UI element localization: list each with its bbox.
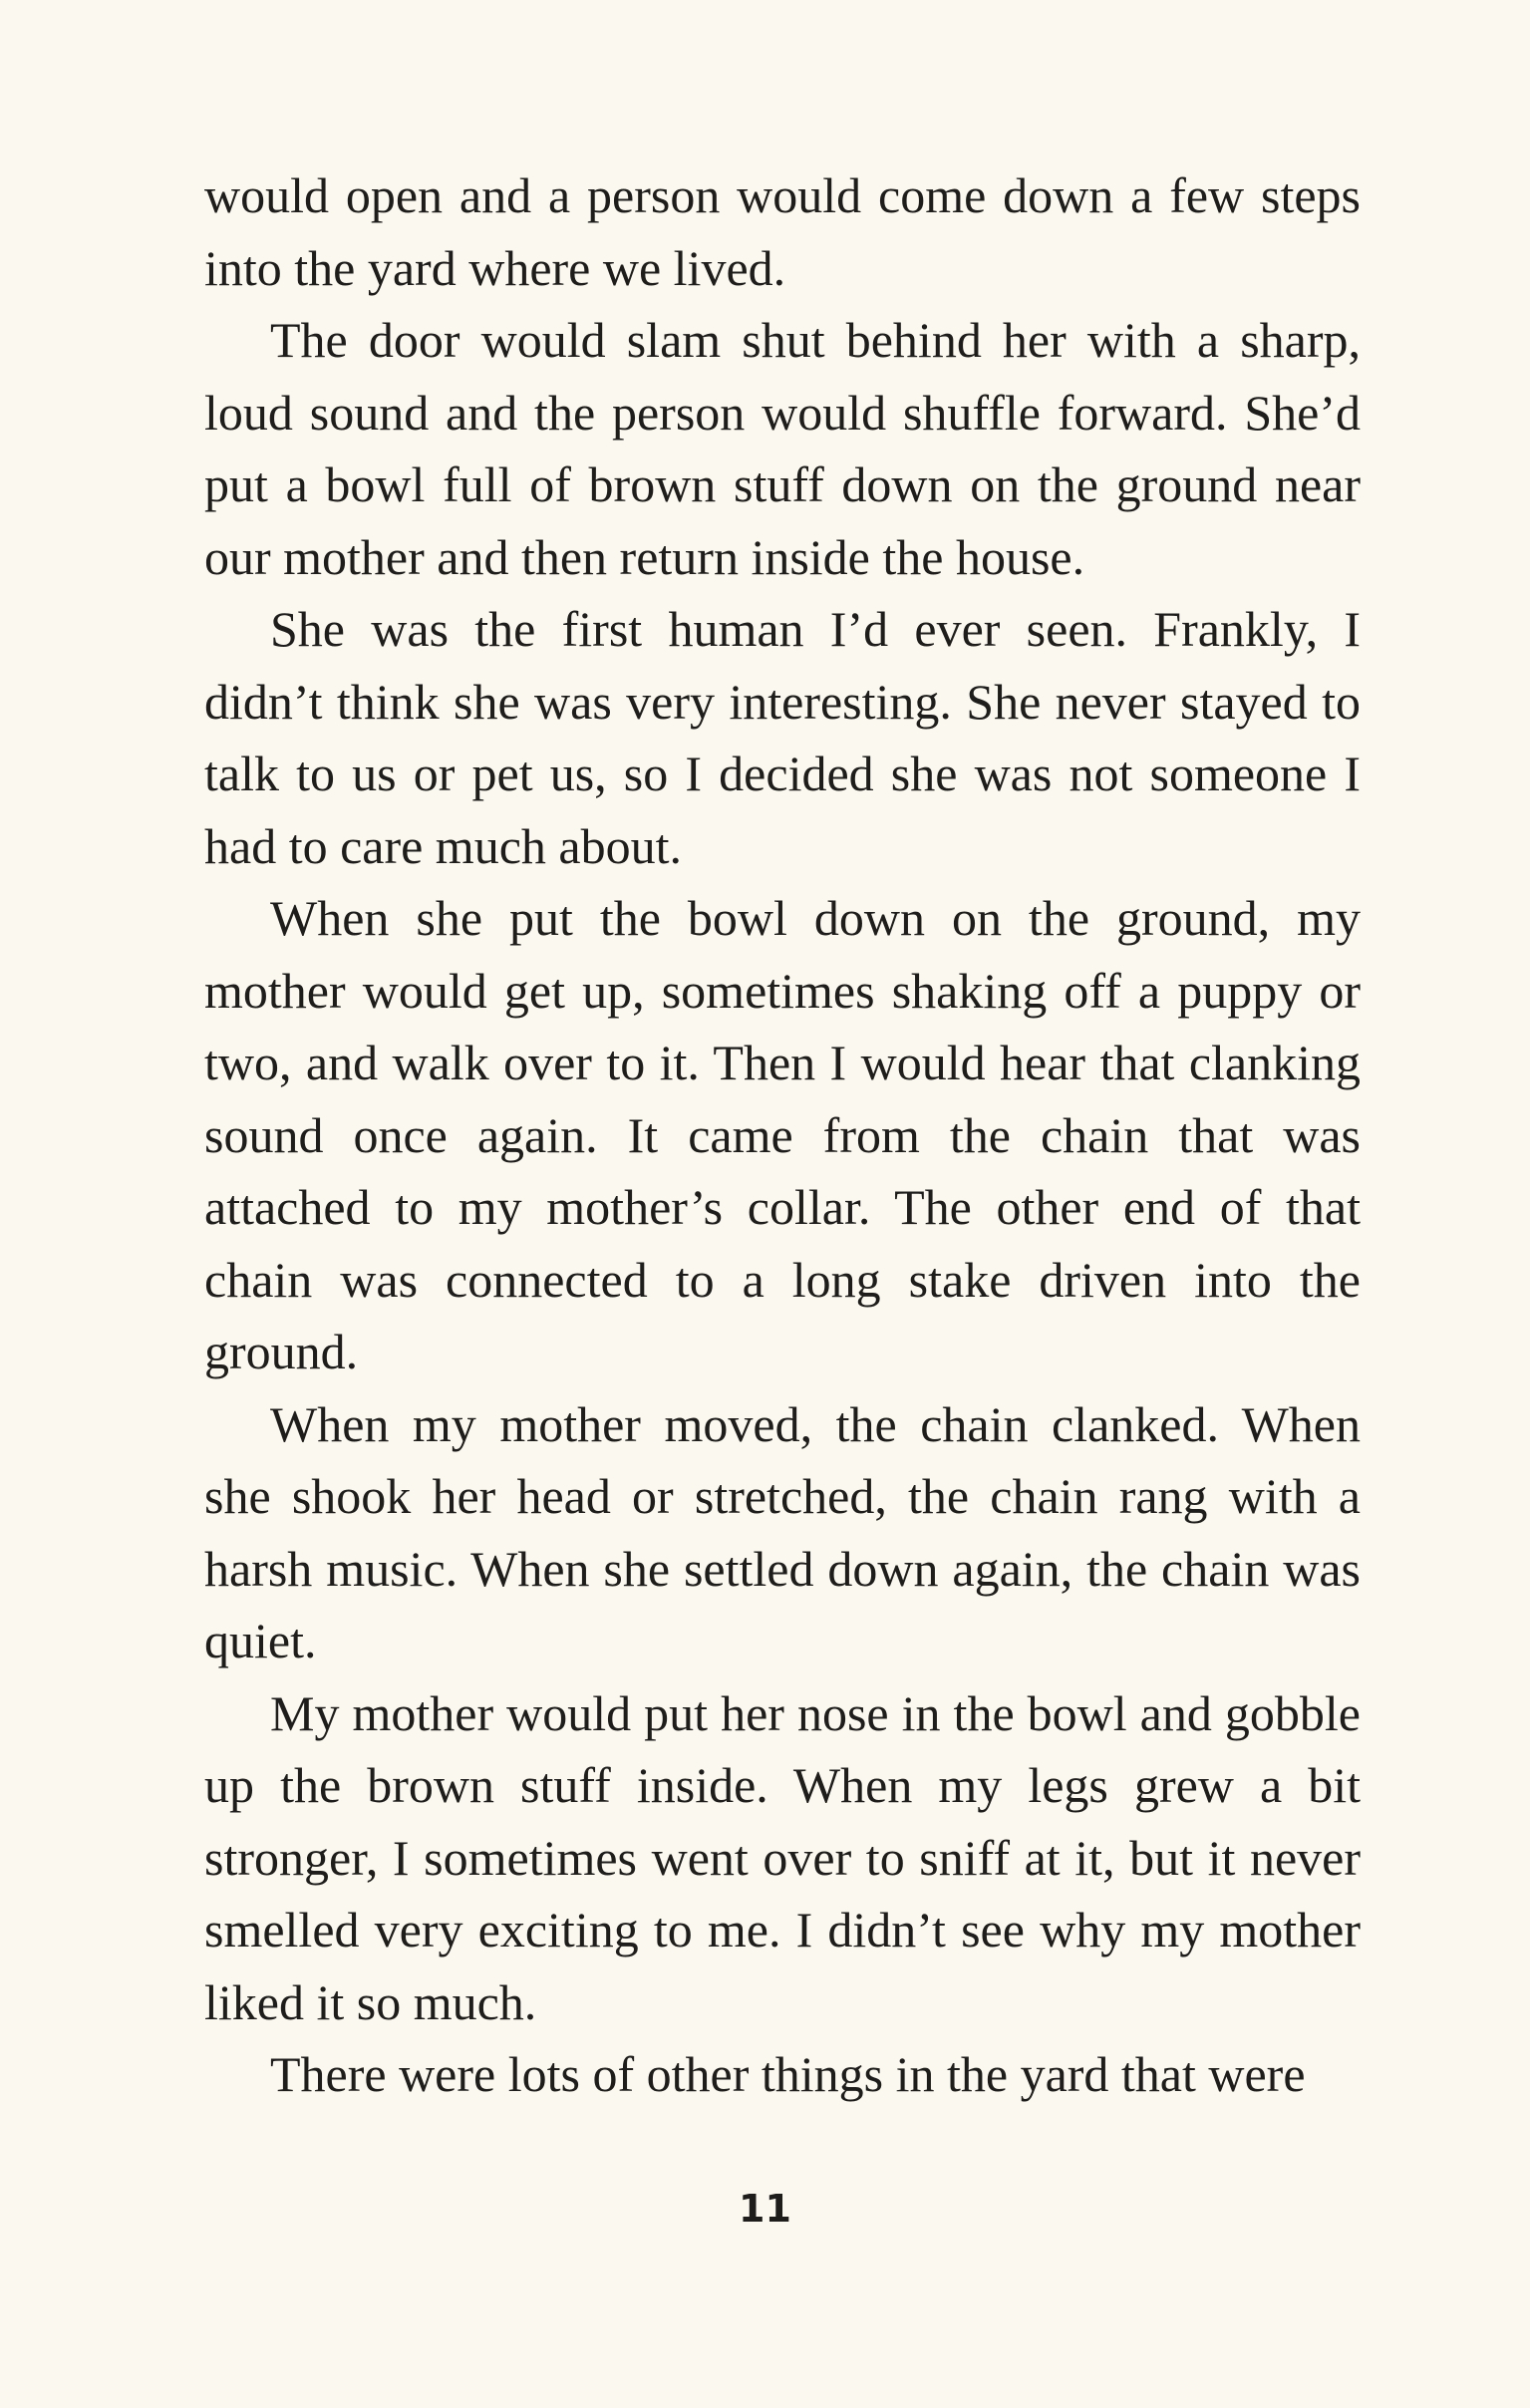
paragraph-2: The door would slam shut behind her with a sharp, loud sound and the person would shuffle forward. She’d put a bowl full of brown stuff down on the ground near our mother and then return inside the house. — [204, 312, 1361, 585]
paragraph-3: She was the first human I’d ever seen. Frankly, I didn’t think she was very interesting. She never stayed to talk to us or pet us, so I decided she was not someone I had to care much about. — [204, 601, 1361, 874]
body-text — [204, 159, 1361, 2111]
paragraph-7: There were lots of other things in the yard that were — [270, 2046, 1306, 2102]
paragraph-4: When she put the bowl down on the ground, my mother would get up, sometimes shaking off a puppy or two, and walk over to it. Then I would hear that clanking sound once again. It came from the chain that was attached to my mother’s collar. The other end of that chain was connected to a long stake driven into the ground. — [204, 890, 1361, 1379]
paragraph-1: would open and a person would come down a few steps into the yard where we lived. — [204, 167, 1361, 296]
paragraph-5: When my mother moved, the chain clanked. When she shook her head or stretched, the chain rang with a harsh music. When she settled down again, the chain was quiet. — [204, 1395, 1361, 1668]
page-number: 11 — [739, 2187, 791, 2231]
paragraph-6: My mother would put her nose in the bowl and gobble up the brown stuff inside. When my legs grew a bit stronger, I sometimes went over to sniff at it, but it never smelled very exciting to me. I didn’t see why my mother liked it so much. — [204, 1684, 1361, 2030]
